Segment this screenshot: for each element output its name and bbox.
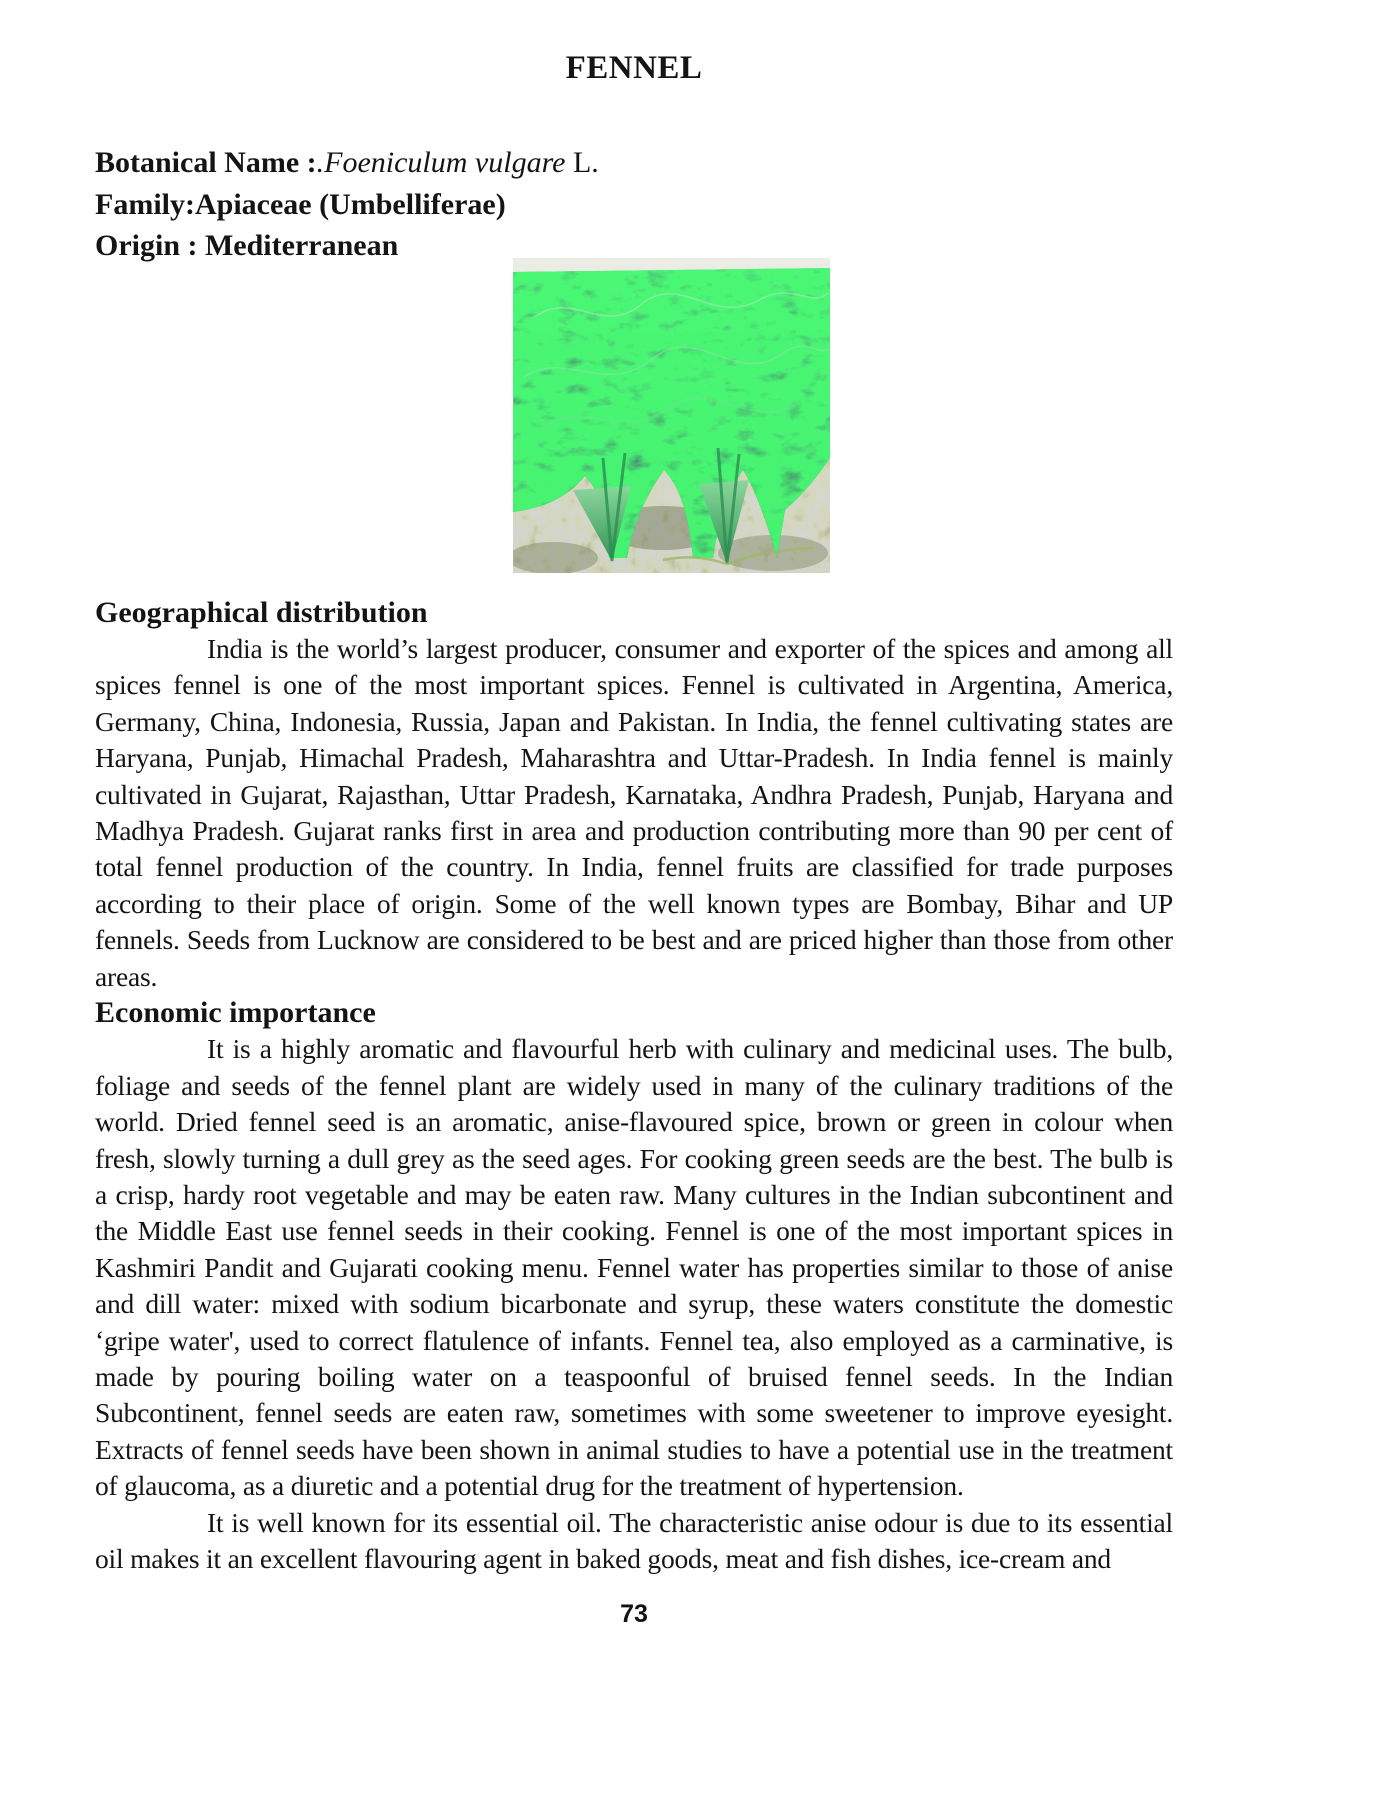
botanical-name-label: Botanical Name : <box>95 146 317 179</box>
content-column <box>95 0 1173 1629</box>
botanical-name-authority: L. <box>565 146 599 179</box>
page-number: 73 <box>620 1600 648 1629</box>
origin-line: Origin : Mediterranean <box>95 229 399 262</box>
botanical-name-value: .Foeniculum vulgare <box>316 146 566 179</box>
paragraph-geographical-distribution: India is the world’s largest producer, consumer and exporter of the spices and among all spices fennel is one of the most important spices. Fennel is cultivated in Argentina, America, Germany, China, Indonesia, Russia, Japan and Pakistan. In India, the fennel cultivating states are Haryana, Punjab, Himachal Pradesh, Maharashtra and Uttar-Pradesh. In India fennel is mainly cultivated in Gujarat, Rajasthan, Uttar Pradesh, Karnataka, Andhra Pradesh, Punjab, Haryana and Madhya Pradesh. Gujarat ranks first in area and production contributing more than 90 per cent of total fennel production of the country. In India, fennel fruits are classified for trade purposes according to their place of origin. Some of the well known types are Bombay, Bihar and UP fennels. Seeds from Lucknow are considered to be best and are priced higher than those from other areas. <box>95 632 1173 992</box>
paragraph-economic-importance-2: It is well known for its essential oil. The characteristic anise odour is due to its essential oil makes it an excellent flavouring agent in baked goods, meat and fish dishes, ice-cream and <box>95 1506 1173 1575</box>
page-title: FENNEL <box>565 50 703 86</box>
botanical-name-line <box>95 142 1173 184</box>
meta-block <box>95 142 1173 267</box>
section-heading-economic-importance: Economic importance <box>95 995 376 1029</box>
fennel-photo-graphic <box>513 258 830 573</box>
section-heading-geographical-distribution: Geographical distribution <box>95 595 428 629</box>
fennel-plants-photo <box>513 258 830 573</box>
family-line: Family:Apiaceae (Umbelliferae) <box>95 187 506 221</box>
paragraph-economic-importance-1: It is a highly aromatic and flavourful herb with culinary and medicinal uses. The bulb, foliage and seeds of the fennel plant are widely used in many of the culinary traditions of the world. Dried fennel seed is an aromatic, anise-flavoured spice, brown or green in colour when fresh, slowly turning a dull grey as the seed ages. For cooking green seeds are the best. The bulb is a crisp, hardy root vegetable and may be eaten raw. Many cultures in the Indian subcontinent and the Middle East use fennel seeds in their cooking. Fennel is one of the most important spices in Kashmiri Pandit and Gujarati cooking menu. Fennel water has properties similar to those of anise and dill water: mixed with sodium bicarbonate and syrup, these waters constitute the domestic ‘gripe water', used to correct flatulence of infants. Fennel tea, also employed as a carminative, is made by pouring boiling water on a teaspoonful of bruised fennel seeds. In the Indian Subcontinent, fennel seeds are eaten raw, sometimes with some sweetener to improve eyesight. Extracts of fennel seeds have been shown in animal studies to have a potential use in the treatment of glaucoma, as a diuretic and a potential drug for the treatment of hypertension. <box>95 1033 1173 1502</box>
